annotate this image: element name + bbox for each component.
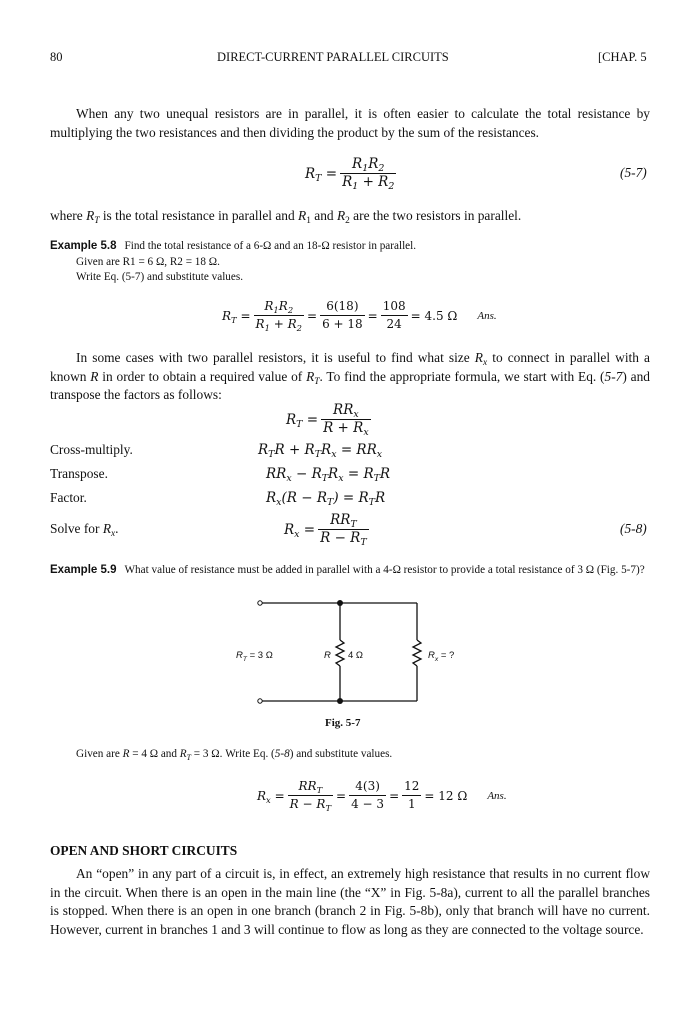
ex58-numerator: 6(18) <box>320 298 365 316</box>
figure-caption: Fig. 5-7 <box>325 717 361 729</box>
ex58-denominator: 6 + 18 <box>322 317 363 331</box>
step-equation-cross-multiply: $R_TR + R_TR_x = RR_x$ <box>258 442 383 460</box>
example-5-9-equation: $R_x$ = $\frac{RR_T}{R - R_T}$ = $\frac{4(3)}{4 - 3}$ = $\frac{12}{1}$ = 12 Ω Ans. <box>257 779 507 813</box>
example-5-9-given: Given are R = 4 Ω and $R_T = 3$ Ω. Write Eq. (5-8) and substitute values. <box>76 748 393 762</box>
ex59-ans: Ans. <box>487 789 507 802</box>
step-label-transpose: Transpose. <box>50 466 108 481</box>
chapter-tag: [CHAP. 5 <box>598 50 647 64</box>
figure-5-7-circuit <box>250 594 430 712</box>
example-label: Example 5.8 <box>50 240 117 252</box>
derivation-paragraph: In some cases with two parallel resistors, it is useful to find what size $R_x$ to connect in parallel with a known R in order to obtain a required value of $R_T$. To find the appropriate formula, we start with Eq. (5-7) and transpose the factors as follows: <box>50 350 650 403</box>
example-5-9 <box>50 563 650 579</box>
figure-rt-label: $R_T = 3$ Ω <box>236 650 273 663</box>
ex59-result: = 12 Ω <box>424 788 468 803</box>
example-prompt: Find the total resistance of a 6-Ω and an 18-Ω resistor in parallel. <box>124 240 417 252</box>
figure-rx-label: $R_x$ = ? <box>428 650 455 663</box>
rx-value: = ? <box>440 650 455 661</box>
equation-5-7: $R_T$ = $\frac{R_1R_2}{R_1 + R_2}$ <box>305 156 395 192</box>
ex59-denominator: 4 − 3 <box>351 797 385 811</box>
ex58-result-den: 24 <box>386 317 402 331</box>
section-paragraph <box>50 865 650 939</box>
section-heading: OPEN AND SHORT CIRCUITS <box>50 843 238 858</box>
step-equation-solve: $R_x$ = $\frac{RR_T}{R - R_T}$ <box>284 512 367 548</box>
example-5-8 <box>50 239 660 286</box>
step-label-cross-multiply: Cross-multiply. <box>50 442 133 457</box>
step-label-factor: Factor. <box>50 490 87 505</box>
equation-number-5-8: (5-8) <box>620 521 647 536</box>
example-prompt: What value of resistance must be added in parallel with a 4-Ω resistor to provide a total resistance of 3 Ω (Fig. 5-7)? <box>124 564 645 576</box>
figure-r-label: R <box>324 650 331 661</box>
section-text: An “open” in any part of a circuit is, in effect, an extremely high resistance that results in no current flow in the circuit. When there is an open in the main line (the “X” in Fig. 5-8a), current to all the parallel branches is stopped. When there is an open in one branch (branch 2 in Fig. 5-8b), only that branch will have no current. However, current in branches 1 and 3 will continue to flow as long as they are connected to the voltage source. <box>50 866 650 937</box>
rt-value: 3 Ω <box>257 650 273 661</box>
example-label: Example 5.9 <box>50 564 117 576</box>
ex59-result-num: 12 <box>402 778 421 796</box>
figure-r-value: 4 Ω <box>348 650 364 661</box>
chapter-title: DIRECT-CURRENT PARALLEL CIRCUITS <box>217 50 449 64</box>
page-number: 80 <box>50 50 63 64</box>
step-label-solve: Solve for $R_x$. <box>50 521 119 539</box>
step-equation-transpose: $RR_x - R_TR_x = R_TR$ <box>266 466 391 484</box>
where-line: where $R_T$ is the total resistance in parallel and $R_1$ and $R_2$ are the two resistors in parallel. <box>50 208 522 226</box>
example-instruction: Write Eq. (5-7) and substitute values. <box>76 271 244 283</box>
derivation-base-equation: $R_T$ = $\frac{RR_x}{R + R_x}$ <box>286 402 369 438</box>
step-equation-factor: $R_x(R - R_T) = R_TR$ <box>266 490 386 508</box>
ex59-result-den: 1 <box>407 797 416 811</box>
ex58-ans: Ans. <box>477 309 497 322</box>
ex58-result: = 4.5 Ω <box>410 308 458 323</box>
ex58-result-num: 108 <box>381 298 408 316</box>
equation-number-5-7: (5-7) <box>620 165 647 180</box>
example-given: Given are R1 = 6 Ω, R2 = 18 Ω. <box>76 255 220 268</box>
intro-paragraph <box>50 105 650 142</box>
ex59-numerator: 4(3) <box>349 778 386 796</box>
intro-text: When any two unequal resistors are in parallel, it is often easier to calculate the total resistance by multiplying the two resistances and then dividing the product by the sum of the resistances. <box>50 106 650 140</box>
example-5-8-equation: $R_T$ = $\frac{R_1R_2}{R_1 + R_2}$ = $\frac{6(18)}{6 + 18}$ = $\frac{108}{24}$ = 4.5 Ω Ans. <box>222 299 497 333</box>
